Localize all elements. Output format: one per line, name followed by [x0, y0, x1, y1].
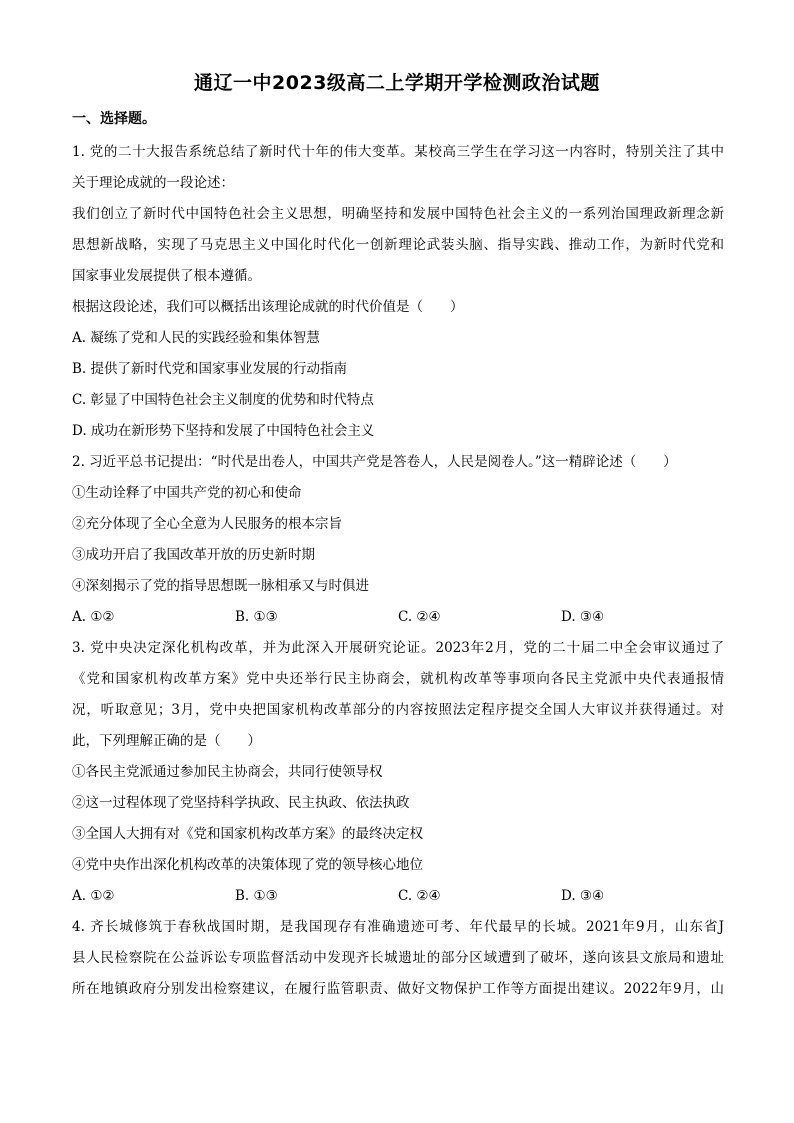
- q3-stem-line: 《党和国家机构改革方案》党中央还举行民主协商会，就机构改革等事项向各民主党派中央代表通报情: [72, 671, 724, 687]
- question-body: [72, 137, 724, 1005]
- q4-stem-line: 县人民检察院在公益诉讼专项监督活动中发现齐长城遗址的部分区域遭到了破坏，遂向该县文旅局和遗址: [72, 950, 724, 966]
- q1-stem-line: 1. 党的二十大报告系统总结了新时代十年的伟大变革。某校高三学生在学习这一内容时，特别关注了其中: [72, 144, 724, 160]
- q3-item-2: ②这一过程体现了党坚持科学执政、民主执政、依法执政: [72, 795, 410, 811]
- q1-option-d: D. 成功在新形势下坚持和发展了中国特色社会主义: [72, 423, 375, 439]
- q3-option-b: B. ①③: [235, 888, 278, 904]
- q3-option-d: D. ③④: [561, 888, 605, 904]
- q1-stem-line: 关于理论成就的一段论述：: [72, 175, 234, 191]
- q3-stem-line: 况，听取意见；3月，党中央把国家机构改革部分的内容按照法定程序提交全国人大审议并获得通过。对: [72, 702, 724, 718]
- q3-item-4: ④党中央作出深化机构改革的决策体现了党的领导核心地位: [72, 857, 423, 873]
- q2-option-b: B. ①③: [235, 609, 278, 625]
- q3-option-c: C. ②④: [398, 888, 441, 904]
- q2-option-a: A. ①②: [72, 609, 115, 625]
- q1-option-b: B. 提供了新时代党和国家事业发展的行动指南: [72, 361, 348, 377]
- q3-stem-line: 3. 党中央决定深化机构改革，并为此深入开展研究论证。2023年2月，党的二十届二中全会审议通过了: [72, 640, 724, 656]
- q3-stem-line: 此，下列理解正确的是（ ）: [72, 733, 261, 749]
- q1-quote-line: 我们创立了新时代中国特色社会主义思想，明确坚持和发展中国特色社会主义的一系列治国理政新理念新: [72, 206, 724, 222]
- q1-quote-line: 国家事业发展提供了根本遵循。: [72, 268, 261, 284]
- q3-option-a: A. ①②: [72, 888, 115, 904]
- page-title: 通辽一中2023级高二上学期开学检测政治试题: [194, 72, 600, 94]
- q1-option-a: A. 凝练了党和人民的实践经验和集体智慧: [72, 330, 320, 346]
- q2-item-3: ③成功开启了我国改革开放的历史新时期: [72, 547, 315, 563]
- q2-stem: 2. 习近平总书记提出：“时代是出卷人，中国共产党是答卷人，人民是阅卷人。”这一精辟论述（ ）: [72, 454, 677, 470]
- q2-option-c: C. ②④: [398, 609, 441, 625]
- q3-item-1: ①各民主党派通过参加民主协商会，共同行使领导权: [72, 764, 383, 780]
- q1-option-c: C. 彰显了中国特色社会主义制度的优势和时代特点: [72, 392, 374, 408]
- q1-quote-line: 思想新战略，实现了马克思主义中国化时代化一创新理论武装头脑、指导实践、推动工作，为新时代党和: [72, 237, 724, 253]
- q2-item-1: ①生动诠释了中国共产党的初心和使命: [72, 485, 302, 501]
- q3-item-3: ③全国人大拥有对《党和国家机构改革方案》的最终决定权: [72, 826, 423, 842]
- q2-item-2: ②充分体现了全心全意为人民服务的根本宗旨: [72, 516, 342, 532]
- q2-options: [72, 602, 724, 633]
- q4-stem-line: 4. 齐长城修筑于春秋战国时期，是我国现存有准确遗迹可考、年代最早的长城。2021年9月，山东省J: [72, 919, 724, 935]
- q4-stem-line: 所在地镇政府分别发出检察建议，在履行监管职责、做好文物保护工作等方面提出建议。2022年9月，山: [72, 981, 724, 997]
- q3-options: [72, 881, 724, 912]
- q2-option-d: D. ③④: [561, 609, 605, 625]
- section-heading: 一、选择题。: [72, 111, 156, 127]
- q2-item-4: ④深刻揭示了党的指导思想既一脉相承又与时俱进: [72, 578, 369, 594]
- q1-question: 根据这段论述，我们可以概括出该理论成就的时代价值是（ ）: [72, 299, 464, 315]
